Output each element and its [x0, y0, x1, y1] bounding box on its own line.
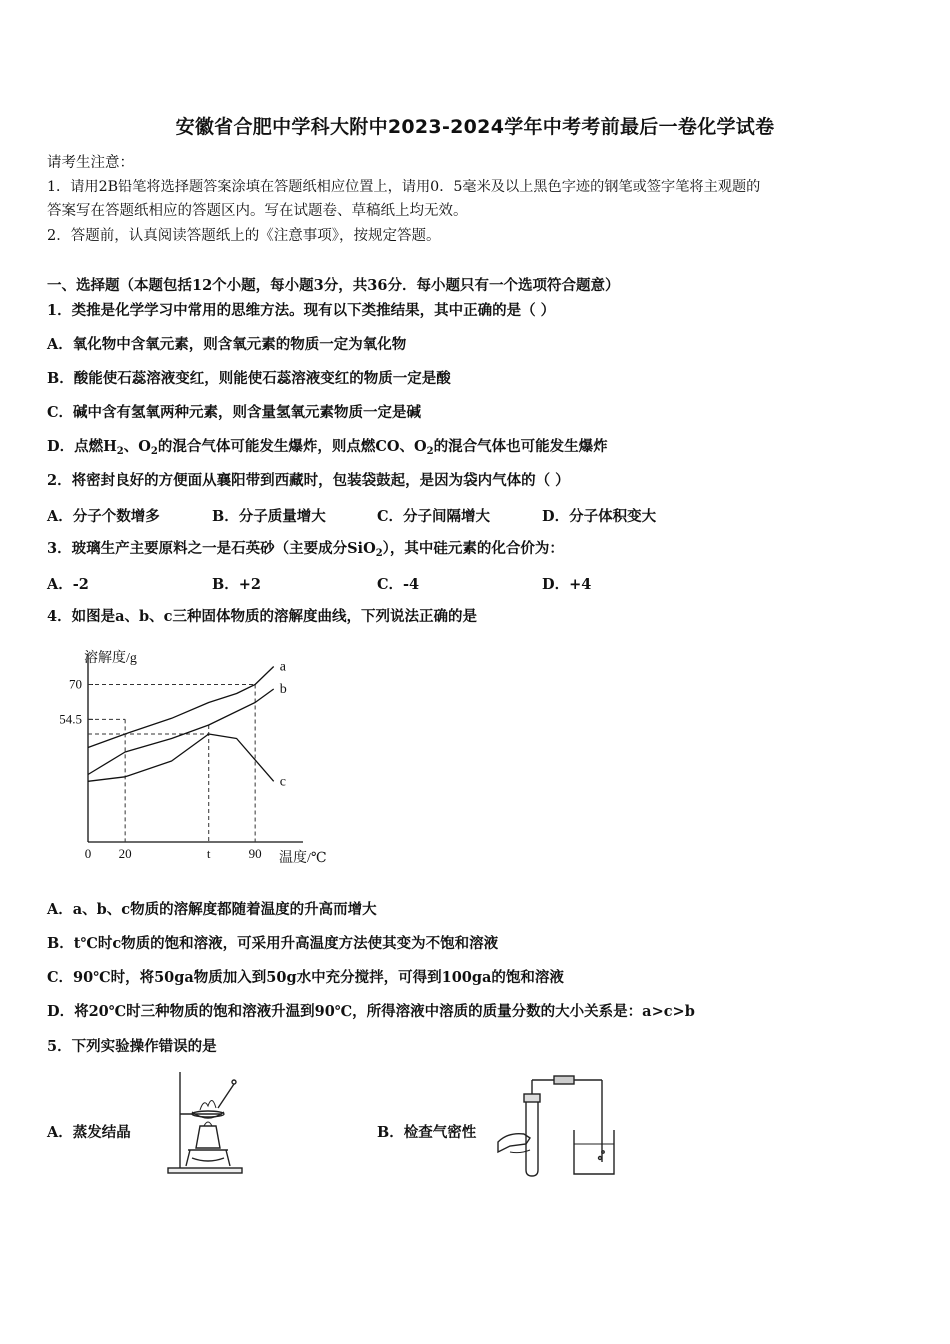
q3-option-a: A．-2 — [47, 576, 89, 593]
notice-item-2: 2．答题前，认真阅读答题纸上的《注意事项》，按规定答题。 — [47, 228, 441, 244]
evaporation-apparatus-illustration — [160, 1068, 250, 1176]
q4-option-c: C．90℃时，将50ga物质加入到50g水中充分搅拌，可得到100ga的饱和溶液 — [47, 969, 564, 986]
solubility-chart — [48, 642, 338, 877]
airtightness-check-illustration — [490, 1070, 620, 1180]
q3-option-b: B．+2 — [212, 576, 261, 593]
q2-option-d: D．分子体积变大 — [542, 508, 657, 525]
q1-stem: 1．类推是化学学习中常用的思维方法。现有以下类推结果，其中正确的是（ ） — [47, 302, 556, 319]
curve-label-a: a — [279, 659, 286, 675]
q2-stem: 2．将密封良好的方便面从襄阳带到西藏时，包装袋鼓起，是因为袋内气体的（ ） — [47, 472, 570, 489]
q3-option-c: C．-4 — [377, 576, 420, 593]
page-title: 安徽省合肥中学科大附中2023-2024学年中考考前最后一卷化学试卷 — [175, 116, 775, 138]
q2-option-a: A．分子个数增多 — [47, 508, 160, 525]
q1-option-b: B．酸能使石蕊溶液变红，则能使石蕊溶液变红的物质一定是酸 — [47, 370, 451, 387]
q1-option-a: A．氧化物中含氧元素，则含氧元素的物质一定为氧化物 — [47, 336, 407, 353]
q4-option-a: A．a、b、c物质的溶解度都随着温度的升高而增大 — [47, 901, 377, 918]
x-tick-label: 20 — [118, 846, 132, 861]
q3-option-d: D．+4 — [542, 576, 592, 593]
x-axis-label: 温度/℃ — [279, 851, 327, 866]
x-tick-label: t — [206, 846, 211, 861]
q4-option-d: D．将20℃时三种物质的饱和溶液升温到90℃，所得溶液中溶质的质量分数的大小关系是：a>c>b — [47, 1003, 695, 1020]
curve-label-b: b — [279, 682, 287, 697]
x-tick-label: 0 — [84, 846, 92, 861]
q2-option-c: C．分子间隔增大 — [377, 508, 491, 525]
notice-item-1-line-2: 答案写在答题纸相应的答题区内。写在试题卷、草稿纸上均无效。 — [47, 203, 468, 219]
q1-option-c: C．碱中含有氢氧两种元素，则含量氢氧元素物质一定是碱 — [47, 404, 422, 421]
section-heading: 一、选择题（本题包括12个小题，每小题3分，共36分．每小题只有一个选项符合题意） — [47, 277, 620, 294]
x-tick-label: 90 — [248, 846, 262, 861]
y-axis-label: 溶解度/g — [84, 651, 137, 666]
q5-stem: 5．下列实验操作错误的是 — [47, 1038, 217, 1055]
q2-option-b: B．分子质量增大 — [212, 508, 326, 525]
curve-label-c: c — [279, 774, 286, 790]
q5-option-a: A．蒸发结晶 — [47, 1124, 131, 1141]
y-tick-label: 70 — [69, 676, 82, 692]
q4-stem: 4．如图是a、b、c三种固体物质的溶解度曲线，下列说法正确的是 — [47, 608, 477, 625]
y-tick-label: 54.5 — [59, 711, 82, 727]
notice-heading: 请考生注意： — [47, 155, 134, 171]
curve-b — [88, 689, 274, 775]
q3-stem: 3．玻璃生产主要原料之一是石英砂（主要成分SiO$_2$），其中硅元素的化合价为： — [47, 540, 564, 559]
q5-option-b: B．检查气密性 — [377, 1124, 477, 1141]
notice-item-1-line-1: 1．请用2B铅笔将选择题答案涂填在答题纸相应位置上，请用0．5毫米及以上黑色字迹的钢笔或签字笔将主观题的 — [47, 179, 761, 195]
q4-option-b: B．t℃时c物质的饱和溶液，可采用升高温度方法使其变为不饱和溶液 — [47, 935, 499, 952]
q1-option-d: D．点燃$H_2$、$O_2$的混合气体可能发生爆炸，则点燃CO、$O_2$的混合气体也可能发生爆炸 — [47, 438, 608, 457]
